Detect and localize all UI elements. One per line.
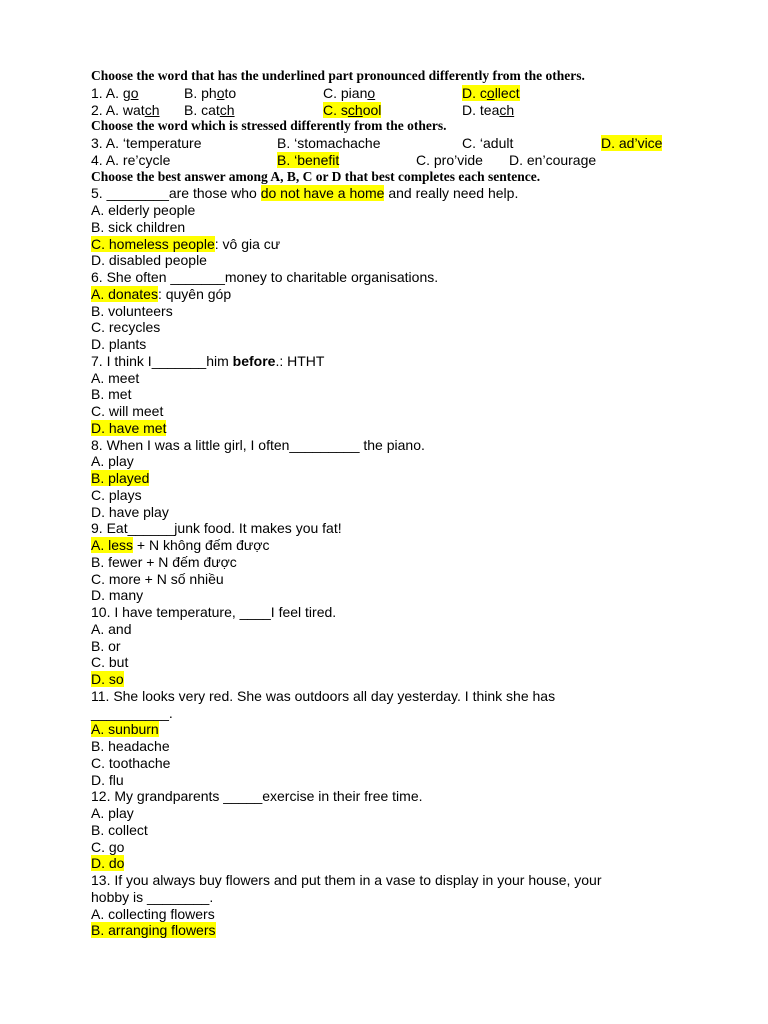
answer-highlight: A. donates — [91, 285, 158, 302]
option: D. many — [91, 587, 144, 604]
answer-highlight: D. have met — [91, 419, 167, 436]
option: A. collecting flowers — [91, 905, 215, 922]
option: D. disabled people — [91, 252, 207, 269]
option: B. sick children — [91, 218, 186, 235]
option: C. will meet — [91, 403, 164, 419]
option: C. go — [91, 838, 125, 855]
answer-highlight: C. school — [323, 101, 382, 118]
option: C. homeless people: vô gia cư — [91, 235, 281, 252]
question-8-stem: 8. When I was a little girl, I often_________ the piano. — [91, 436, 425, 453]
option: B. met — [91, 386, 132, 403]
worksheet — [91, 68, 711, 939]
option: C. toothache — [91, 754, 171, 771]
option: C. recycles — [91, 319, 161, 336]
answer-highlight: B. ‘benefit — [277, 151, 340, 168]
option — [91, 721, 711, 738]
option: B. collect — [91, 821, 148, 838]
question-6-stem: 6. She often _______money to charitable organisations. — [91, 269, 439, 285]
question-1: 1. A. go B. photo C. piano D. collect — [91, 84, 520, 101]
answer-highlight: D. collect — [462, 84, 520, 101]
option — [91, 922, 711, 939]
option: B. or — [91, 637, 121, 654]
option: D. have play — [91, 503, 169, 520]
section-heading-stress: Choose the word which is stressed differently from the others. — [91, 118, 447, 134]
option — [91, 420, 711, 437]
option: D. plants — [91, 336, 147, 352]
option — [91, 671, 711, 688]
answer-highlight: D. do — [91, 855, 125, 872]
option: D. flu — [91, 771, 124, 788]
section-heading-best-answer: Choose the best answer among A, B, C or D that best completes each sentence. — [91, 168, 541, 184]
answer-highlight: D. so — [91, 671, 124, 687]
answer-highlight: A. sunburn — [91, 721, 159, 738]
option: B. volunteers — [91, 302, 173, 319]
option: B. fewer + N đếm được — [91, 553, 237, 570]
option: A. less + N không đếm được — [91, 537, 270, 553]
question-7-stem: 7. I think I_______him before.: HTHT — [91, 352, 325, 369]
question-2: 2. A. watch B. catch C. school D. teach — [91, 101, 515, 118]
option: C. but — [91, 654, 129, 671]
question-5-stem: 5. ________are those who do not have a home and really need help. — [91, 185, 519, 202]
question-4: 4. A. re’cycle B. ‘benefit C. pro’vide D. en’courage — [91, 151, 597, 168]
option: A. play — [91, 453, 134, 470]
option: A. and — [91, 620, 132, 637]
question-11-stem: 11. She looks very red. She was outdoors all day yesterday. I think she has — [91, 687, 556, 704]
option: A. play — [91, 805, 134, 821]
question-10-stem: 10. I have temperature, ____I feel tired. — [91, 604, 337, 620]
question-9-stem: 9. Eat______junk food. It makes you fat! — [91, 520, 342, 537]
option — [91, 855, 711, 872]
option: A. donates: quyên góp — [91, 285, 232, 302]
answer-highlight: C. homeless people — [91, 235, 215, 252]
question-13-stem: 13. If you always buy flowers and put them in a vase to display in your house, your — [91, 872, 602, 888]
option: B. headache — [91, 738, 170, 754]
question-3: 3. A. ‘temperature B. ‘stomachache C. ‘adult D. ad’vice — [91, 135, 663, 151]
section-heading-pronunciation: Choose the word that has the underlined part pronounced differently from the others. — [91, 68, 585, 83]
option: A. meet — [91, 369, 140, 386]
answer-highlight: D. ad’vice — [601, 135, 663, 151]
question-13-stem-cont: hobby is ________. — [91, 888, 214, 905]
question-11-stem-cont: __________. — [91, 704, 173, 721]
keyword-highlight: do not have a home — [260, 185, 385, 202]
question-12-stem: 12. My grandparents _____exercise in their free time. — [91, 788, 423, 805]
answer-highlight: B. played — [91, 470, 150, 486]
answer-highlight: A. less — [91, 537, 134, 553]
option: C. more + N số nhiều — [91, 570, 224, 587]
answer-highlight: B. arranging flowers — [91, 922, 216, 939]
option: C. plays — [91, 486, 142, 503]
option: A. elderly people — [91, 202, 196, 218]
option — [91, 470, 711, 487]
